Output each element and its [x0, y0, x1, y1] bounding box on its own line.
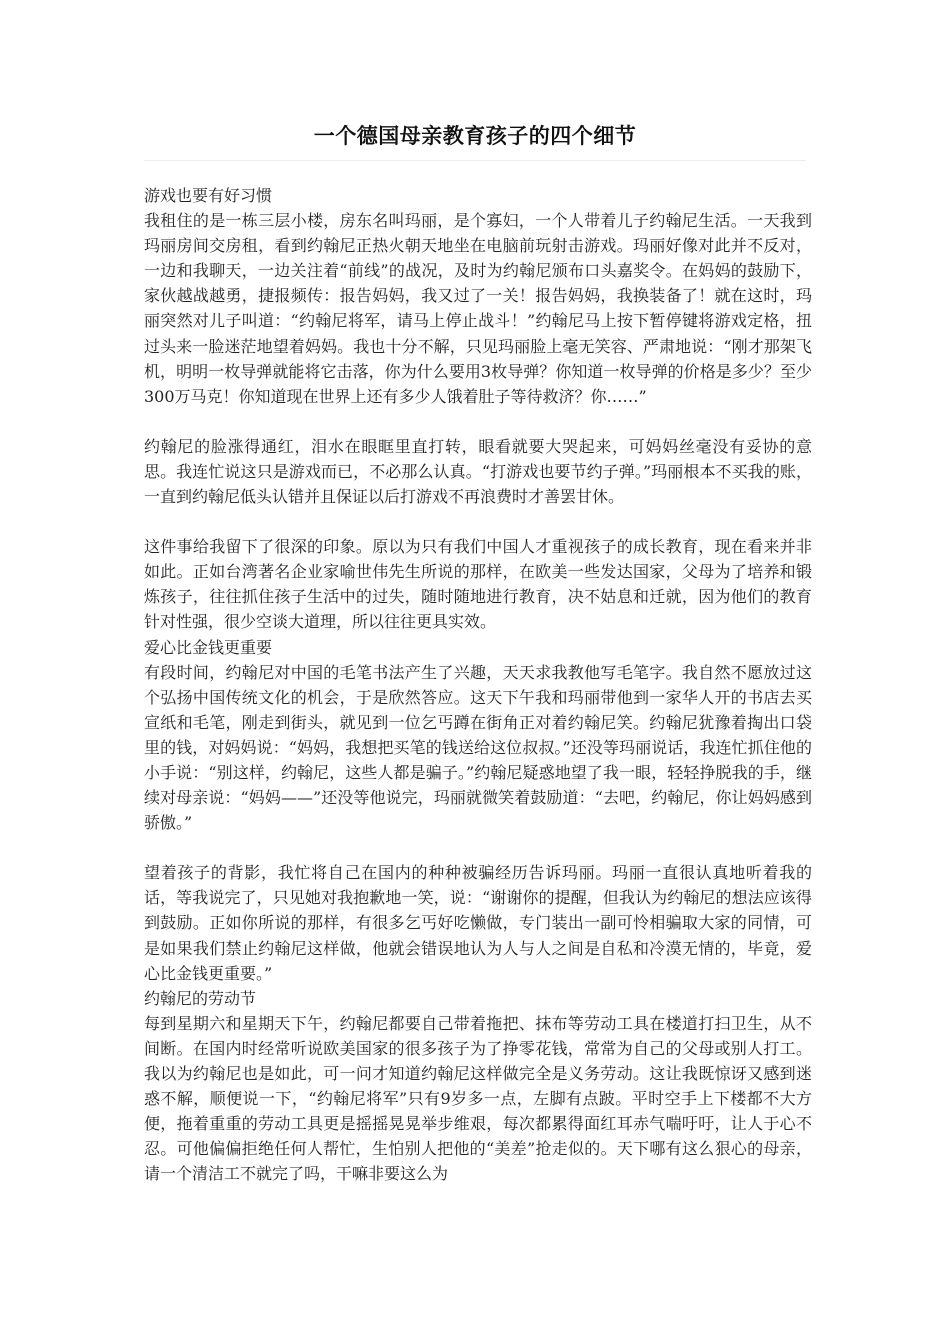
section-heading-labor-day: 约翰尼的劳动节	[144, 988, 257, 1008]
section-heading-good-habits: 游戏也要有好习惯	[144, 186, 273, 205]
paragraph: 这件事给我留下了很深的印象。原以为只有我们中国人才重视孩子的成长教育，现在看来并非如此。正如台湾著名企业家喻世伟先生所说的那样，在欧美一些发达国家，父母为了培养和锻炼孩子，往往抓住孩子生活中的过失，随时随地进行教育，决不姑息和迁就，因为他们的教育针对性强，很少空谈大道理，所以往往更具实效。	[144, 537, 812, 632]
paragraph: 我租住的是一栋三层小楼，房东名叫玛丽，是个寡妇，一个人带着儿子约翰尼生活。一天我到玛丽房间交房租，看到约翰尼正热火朝天地坐在电脑前玩射击游戏。玛丽好像对此并不反对，一边和我聊天，一边关注着“前线”的战况，及时为约翰尼颁布口头嘉奖令。在妈妈的鼓励下，家伙越战越勇，捷报频传：报告妈妈，我又过了一关！报告妈妈，我换装备了！就在这时，玛丽突然对儿子叫道：“约翰尼将军，请马上停止战斗！”约翰尼马上按下暂停键将游戏定格，扭过头来一脸迷茫地望着妈妈。我也十分不解，只见玛丽脸上毫无笑容、严肃地说：“刚才那架飞机，明明一枚导弹就能将它击落，你为什么要用3枚导弹？你知道一枚导弹的价格是多少？至少300万马克！你知道现在世界上还有多少人饿着肚子等待救济？你……”	[144, 211, 812, 406]
title-divider	[144, 160, 806, 161]
document-title: 一个德国母亲教育孩子的四个细节	[313, 123, 637, 148]
paragraph: 有段时间，约翰尼对中国的毛笔书法产生了兴趣，天天求我教他写毛笔字。我自然不愿放过这个弘扬中国传统文化的机会，于是欣然答应。这天下午我和玛丽带他到一家华人开的书店去买宣纸和毛笔，刚走到街头，就见到一位乞丐蹲在街角正对着约翰尼笑。约翰尼犹豫着掏出口袋里的钱，对妈妈说：“妈妈，我想把买笔的钱送给这位叔叔。”还没等玛丽说话，我连忙抓住他的小手说：“别这样，约翰尼，这些人都是骗子。”约翰尼疑惑地望了我一眼，轻轻挣脱我的手，继续对母亲说：“妈妈——”还没等他说完，玛丽就微笑着鼓励道：“去吧，约翰尼，你让妈妈感到骄傲。”	[144, 662, 812, 833]
paragraph: 约翰尼的脸涨得通红，泪水在眼眶里直打转，眼看就要大哭起来，可妈妈丝毫没有妥协的意思。我连忙说这只是游戏而已，不必那么认真。“打游戏也要节约子弹。”玛丽根本不买我的账，一直到约翰尼低头认错并且保证以后打游戏不再浪费时才善罢甘休。	[144, 436, 812, 507]
paragraph: 每到星期六和星期天下午，约翰尼都要自己带着拖把、抹布等劳动工具在楼道打扫卫生，从不间断。在国内时经常听说欧美国家的很多孩子为了挣零花钱，常常为自己的父母或别人打工。我以为约翰尼也是如此，可一问才知道约翰尼这样做完全是义务劳动。这让我既惊讶又感到迷惑不解，顺便说一下，“约翰尼将军”只有9岁多一点，左脚有点跛。平时空手上下楼都不大方便，拖着重重的劳动工具更是摇摇晃晃举步维艰，每次都累得面红耳赤气喘吁吁，让人于心不忍。可他偏偏拒绝任何人帮忙，生怕别人把他的“美差”抢走似的。天下哪有这么狠心的母亲，请一个清洁工不就完了吗，干嘛非要这么为	[144, 1013, 812, 1184]
section-heading-love-over-money: 爱心比金钱更重要	[144, 637, 273, 657]
document-body	[144, 183, 812, 1186]
paragraph: 望着孩子的背影，我忙将自己在国内的种种被骗经历告诉玛丽。玛丽一直很认真地听着我的话，等我说完了，只见她对我抱歉地一笑，说：“谢谢你的提醒，但我认为约翰尼的想法应该得到鼓励。正如你所说的那样，有很多乞丐好吃懒做，专门装出一副可怜相骗取大家的同情，可是如果我们禁止约翰尼这样做，他就会错误地认为人与人之间是自私和冷漠无情的，毕竟，爱心比金钱更重要。”	[144, 863, 812, 983]
